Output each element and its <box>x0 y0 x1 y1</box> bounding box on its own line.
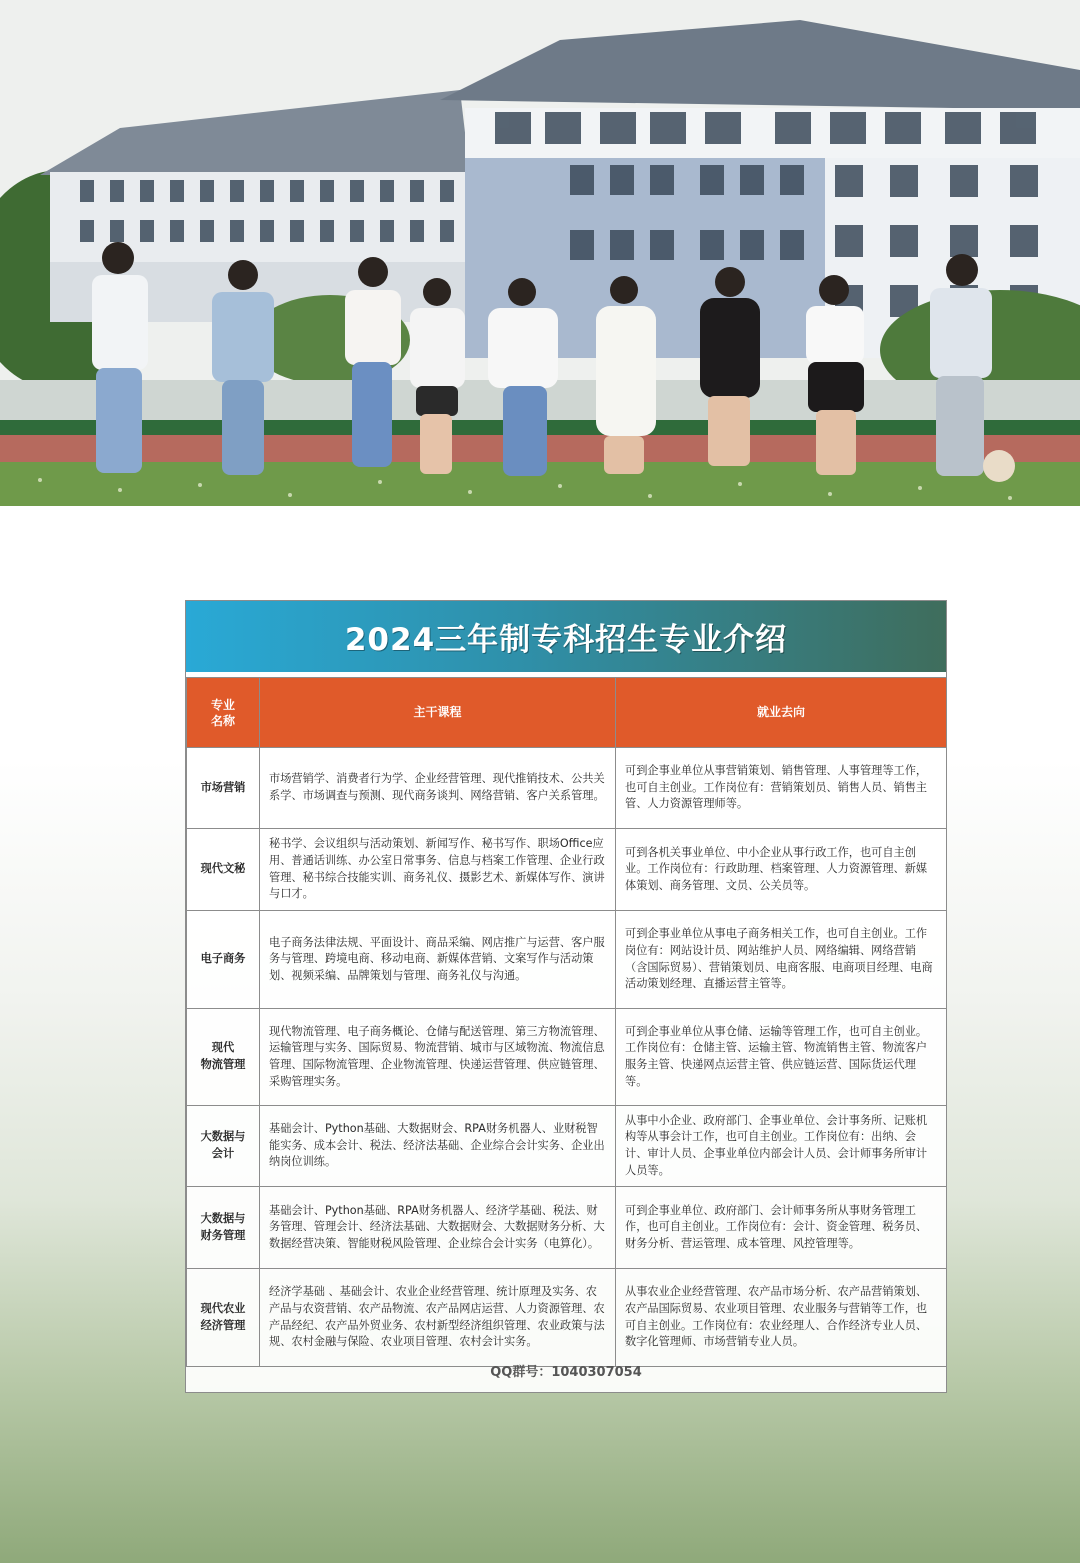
major-careers: 可到企事业单位、政府部门、会计师事务所从事财务管理工作，也可自主创业。工作岗位有：会计、资金管理、税务员、财务分析、营运管理、成本管理、风控管理等。 <box>616 1187 947 1269</box>
table-row <box>187 1106 947 1187</box>
major-name-line: 现代文秘 <box>200 862 246 876</box>
majors-table <box>186 677 947 1367</box>
major-name-line: 市场营销 <box>200 780 246 794</box>
major-name-line: 经济管理 <box>200 1318 246 1332</box>
table-row <box>187 829 947 911</box>
qq-group-number: QQ群号：1040307054 <box>490 1365 642 1380</box>
major-courses: 市场营销学、消费者行为学、企业经营管理、现代推销技术、公共关系学、市场调查与预测、现代商务谈判、网络营销、客户关系管理。 <box>260 748 616 829</box>
major-name-line: 电子商务 <box>200 952 246 966</box>
major-name <box>187 829 260 911</box>
major-name-line: 会计 <box>211 1147 235 1160</box>
major-careers: 可到企事业单位从事营销策划、销售管理、人事管理等工作，也可自主创业。工作岗位有：营销策划员、销售人员、销售主管、人力资源管理师等。 <box>616 748 947 829</box>
major-courses: 经济学基础 、基础会计、农业企业经营管理、统计原理及实务、农产品与农资营销、农产品物流、农产品网店运营、人力资源管理、农产品经纪、农产品外贸业务、农村新型经济组织管理、农业政策与法规、农村金融与保险、农业项目管理、农村会计实务。 <box>260 1269 616 1367</box>
major-careers: 可到企事业单位从事仓储、运输等管理工作，也可自主创业。工作岗位有：仓储主管、运输主管、物流销售主管、物流客户服务主管、快递网点运营主管、供应链运营、国际货运代理等。 <box>616 1009 947 1106</box>
major-name-line: 现代农业 <box>200 1301 246 1315</box>
major-name-line: 大数据与 <box>200 1211 246 1225</box>
table-row <box>187 1009 947 1106</box>
column-header-course: 主干课程 <box>260 678 616 748</box>
table-row <box>187 748 947 829</box>
major-name <box>187 1106 260 1187</box>
major-name <box>187 1187 260 1269</box>
major-courses: 基础会计、Python基础、RPA财务机器人、经济学基础、税法、财务管理、管理会计、经济法基础、大数据财会、大数据财务分析、大数据经营决策、智能财税风险管理、企业综合会计实务（电算化）。 <box>260 1187 616 1269</box>
column-header-job: 就业去向 <box>616 678 947 748</box>
page-title: 2024三年制专科招生专业介绍 <box>344 622 788 658</box>
major-courses: 电子商务法律法规、平面设计、商品采编、网店推广与运营、客户服务与管理、跨境电商、移动电商、新媒体营销、文案写作与活动策划、视频采编、品牌策划与管理、商务礼仪与沟通。 <box>260 911 616 1009</box>
major-name <box>187 748 260 829</box>
majors-card <box>185 600 947 1393</box>
major-name <box>187 911 260 1009</box>
major-name-line: 大数据与 <box>200 1130 246 1144</box>
major-careers: 从事中小企业、政府部门、企事业单位、会计事务所、记账机构等从事会计工作，也可自主创业。工作岗位有：出纳、会计、审计人员、企事业单位内部会计人员、会计师事务所审计人员等。 <box>616 1106 947 1187</box>
major-courses: 基础会计、Python基础、大数据财会、RPA财务机器人、业财税智能实务、成本会计、税法、经济法基础、企业综合会计实务、企业出纳岗位训练。 <box>260 1106 616 1187</box>
campus-photo-illustration <box>0 0 1080 506</box>
column-header-name-line2: 名称 <box>210 713 235 728</box>
column-header-name <box>187 678 260 748</box>
campus-photo <box>0 0 1080 506</box>
major-careers: 从事农业企业经营管理、农产品市场分析、农产品营销策划、农产品国际贸易、农业项目管理、农业服务与营销等工作，也可自主创业。工作岗位有：农业经理人、合作经济专业人员、数字化管理师、市场营销专业人员。 <box>616 1269 947 1367</box>
table-row <box>187 1187 947 1269</box>
table-row <box>187 911 947 1009</box>
major-name-line: 财务管理 <box>200 1228 246 1242</box>
column-header-name-line1: 专业 <box>210 697 235 712</box>
major-careers: 可到企事业单位从事电子商务相关工作，也可自主创业。工作岗位有：网站设计员、网站维护人员、网络编辑、网络营销（含国际贸易）、营销策划员、电商客服、电商项目经理、电商活动策划经理、直播运营主管等。 <box>616 911 947 1009</box>
major-name <box>187 1009 260 1106</box>
major-courses: 秘书学、会议组织与活动策划、新闻写作、秘书写作、职场Office应用、普通话训练、办公室日常事务、信息与档案工作管理、企业行政管理、秘书综合技能实训、商务礼仪、摄影艺术、新媒体写作、演讲与口才。 <box>260 829 616 911</box>
major-name-line: 物流管理 <box>200 1058 246 1071</box>
major-name-line: 现代 <box>211 1041 235 1055</box>
major-careers: 可到各机关事业单位、中小企业从事行政工作，也可自主创业。工作岗位有：行政助理、档案管理、人力资源管理、新媒体策划、商务管理、文员、公关员等。 <box>616 829 947 911</box>
major-courses: 现代物流管理、电子商务概论、仓储与配送管理、第三方物流管理、运输管理与实务、国际贸易、物流营销、城市与区域物流、物流信息管理、国际物流管理、企业物流管理、快递运营管理、供应链管理、采购管理实务。 <box>260 1009 616 1106</box>
title-banner <box>186 601 946 672</box>
table-header-row <box>187 678 947 748</box>
